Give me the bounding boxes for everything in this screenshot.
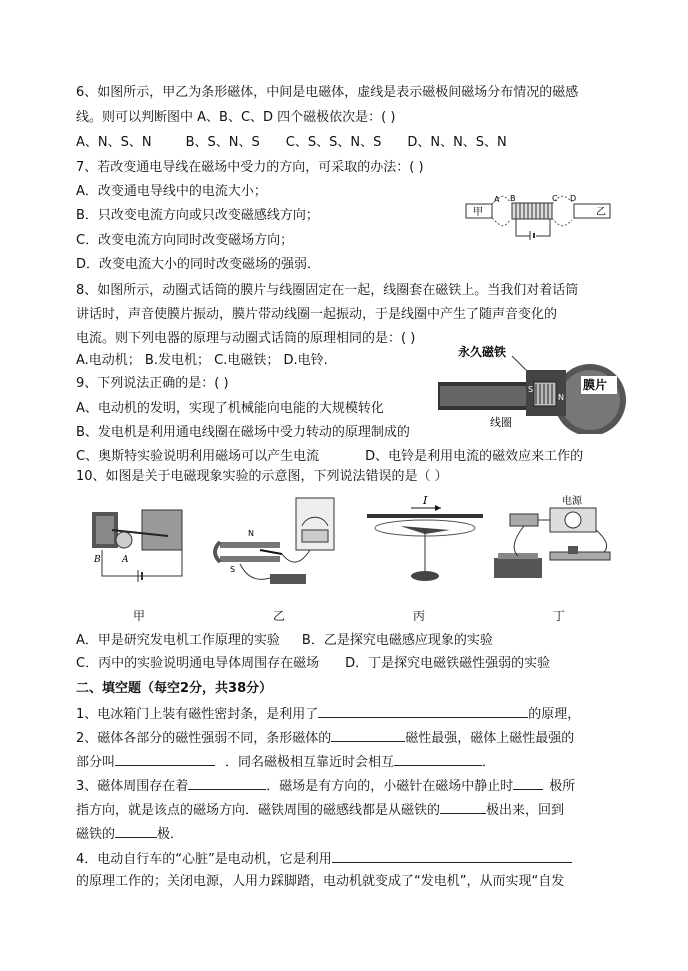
q7-label-a: A — [494, 195, 500, 204]
q10-option-b: B．乙是探究电磁感应现象的实验 — [301, 633, 493, 648]
f2-text-a: 2、磁体各部分的磁性强弱不同，条形磁体的 — [76, 731, 332, 746]
q10-bing-label-i: I — [423, 494, 428, 507]
q6-option-c: C、S、S、N、S — [285, 135, 382, 150]
q8-microphone-figure — [430, 342, 630, 434]
f4-text-a: 4．电动自行车的“心脏”是电动机，它是利用 — [76, 852, 332, 867]
f3-blank-4[interactable] — [115, 824, 157, 838]
q8-label-s: S — [528, 385, 534, 394]
q6-line2: 线。则可以判断图中 A、B、C、D 四个磁极依次是：( ) — [76, 110, 396, 125]
q8-label-n: N — [558, 393, 564, 402]
q10-caption-yi: 乙 — [273, 609, 286, 623]
f2-text-b: 磁性最强，磁体上磁性最强的 — [405, 731, 575, 746]
q6-line1: 6、如图所示，甲乙为条形磁体，中间是电磁体，虚线是表示磁极间磁场分布情况的磁感 — [76, 85, 579, 100]
q6-option-a: A、N、S、N — [76, 135, 152, 150]
q10-yi-label-s: S — [230, 565, 236, 574]
q8-line3: 电流。则下列电器的原理与动圈式话筒的原理相同的是：( ) — [76, 331, 416, 346]
q8-label-magnet: 永久磁铁 — [458, 345, 507, 359]
f3-line1 — [76, 776, 575, 796]
q6-options — [76, 134, 507, 152]
f3-text-b: ．磁场是有方向的，小磁针在磁场中静止时 — [266, 779, 514, 794]
q8-line2: 讲话时，声音使膜片振动，膜片带动线圈一起振动，于是线圈中产生了随声音变化的 — [76, 307, 558, 322]
section2-title: 二、填空题（每空2分，共38分） — [76, 681, 273, 696]
q7-label-c: C — [552, 194, 558, 203]
q10-caption-bing: 丙 — [413, 609, 426, 623]
svg-text:A: A — [122, 555, 129, 565]
q7-label-yi: 乙 — [596, 207, 606, 218]
q8-options: A.电动机； B.发电机； C.电磁铁； D.电铃. — [76, 353, 328, 368]
f3-blank-2[interactable] — [513, 776, 543, 790]
f2-line2 — [76, 752, 495, 772]
q10-figure-bing — [365, 494, 485, 589]
q10-caption-jia: 甲 — [133, 609, 146, 623]
f3-text-g: 极． — [157, 827, 184, 842]
q7-label-d: D — [570, 194, 577, 203]
q8-label-membrane: 膜片 — [583, 378, 608, 392]
f4-blank[interactable] — [332, 849, 572, 863]
q9-stem: 9、下列说法正确的是：( ) — [76, 376, 229, 391]
q9-option-c: C、奥斯特实验说明利用磁场可以产生电流 — [76, 449, 320, 464]
q7-option-b: B．只改变电流方向或只改变磁感线方向； — [76, 208, 319, 223]
f3-blank-1[interactable] — [188, 776, 266, 790]
f3-line3 — [76, 824, 183, 844]
f1-line — [76, 704, 580, 724]
f2-line1 — [76, 728, 574, 748]
f2-text-e: ． — [482, 755, 496, 770]
f4-line2: 的原理工作的；关闭电源，人用力踩脚踏，电动机就变成了“发电机”，从而实现“自发 — [76, 874, 565, 889]
f3-text-a: 3、磁体周围存在着 — [76, 779, 189, 794]
q9-option-a: A、电动机的发明，实现了机械能向电能的大规模转化 — [76, 401, 384, 416]
q10-yi-label-n: N — [248, 529, 254, 538]
f3-blank-3[interactable] — [440, 800, 486, 814]
f3-text-c: 极所 — [549, 779, 576, 794]
q7-label-jia: 甲 — [473, 207, 483, 218]
f1-blank[interactable] — [318, 704, 528, 718]
q7-option-a: A．改变通电导线中的电流大小； — [76, 184, 267, 199]
q6-option-b: B、S、N、S — [185, 135, 260, 150]
f2-text-c: 部分叫 — [76, 755, 116, 770]
q7-electromagnet-figure — [464, 190, 614, 242]
q10-option-d: D．丁是探究电磁铁磁性强弱的实验 — [345, 656, 551, 671]
q8-line1: 8、如图所示，动圈式话筒的膜片与线圈固定在一起，线圈套在磁铁上。当我们对着话筒 — [76, 283, 579, 298]
f1-text-a: 1、电冰箱门上装有磁性密封条，是利用了 — [76, 707, 319, 722]
f2-blank-1[interactable] — [331, 728, 405, 742]
q9-option-d: D、电铃是利用电流的磁效应来工作的 — [365, 449, 584, 464]
q10-figure-jia — [82, 500, 202, 585]
q7-option-d: D．改变电流大小的同时改变磁场的强弱． — [76, 257, 321, 272]
q10-options-cd — [76, 655, 550, 673]
q9-options-cd — [76, 448, 583, 466]
q10-caption-ding: 丁 — [553, 609, 566, 623]
q6-option-d: D、N、N、S、N — [407, 135, 507, 150]
q10-figure-yi — [210, 492, 340, 592]
q7-label-b: B — [510, 194, 516, 203]
q10-option-a: A．甲是研究发电机工作原理的实验 — [76, 633, 280, 648]
q7-stem: 7、若改变通电导线在磁场中受力的方向，可采取的办法：( ) — [76, 160, 424, 175]
q8-label-coil: 线圈 — [490, 416, 512, 429]
q10-stem: 10、如图是关于电磁现象实验的示意图，下列说法错误的是（ ） — [76, 469, 448, 484]
q10-figure-ding — [488, 490, 618, 590]
svg-text:B: B — [94, 555, 101, 565]
f4-line1 — [76, 849, 572, 869]
f3-line2 — [76, 800, 564, 820]
q7-option-c: C．改变电流方向同时改变磁场方向； — [76, 233, 294, 248]
f3-text-e: 极出来，回到 — [486, 803, 565, 818]
q10-ding-label-power: 电源 — [562, 496, 582, 507]
f2-text-d: ．同名磁极相互靠近时会相互 — [225, 755, 395, 770]
q10-option-c: C．丙中的实验说明通电导体周围存在磁场 — [76, 656, 320, 671]
q9-option-b: B、发电机是利用通电线圈在磁场中受力转动的原理制成的 — [76, 425, 410, 440]
f1-text-b: 的原理， — [528, 707, 581, 722]
f2-blank-2[interactable] — [115, 752, 215, 766]
f2-blank-3[interactable] — [394, 752, 482, 766]
q10-options-ab — [76, 632, 493, 650]
f3-text-f: 磁铁的 — [76, 827, 116, 842]
f3-text-d: 指方向，就是该点的磁场方向．磁铁周围的磁感线都是从磁铁的 — [76, 803, 441, 818]
